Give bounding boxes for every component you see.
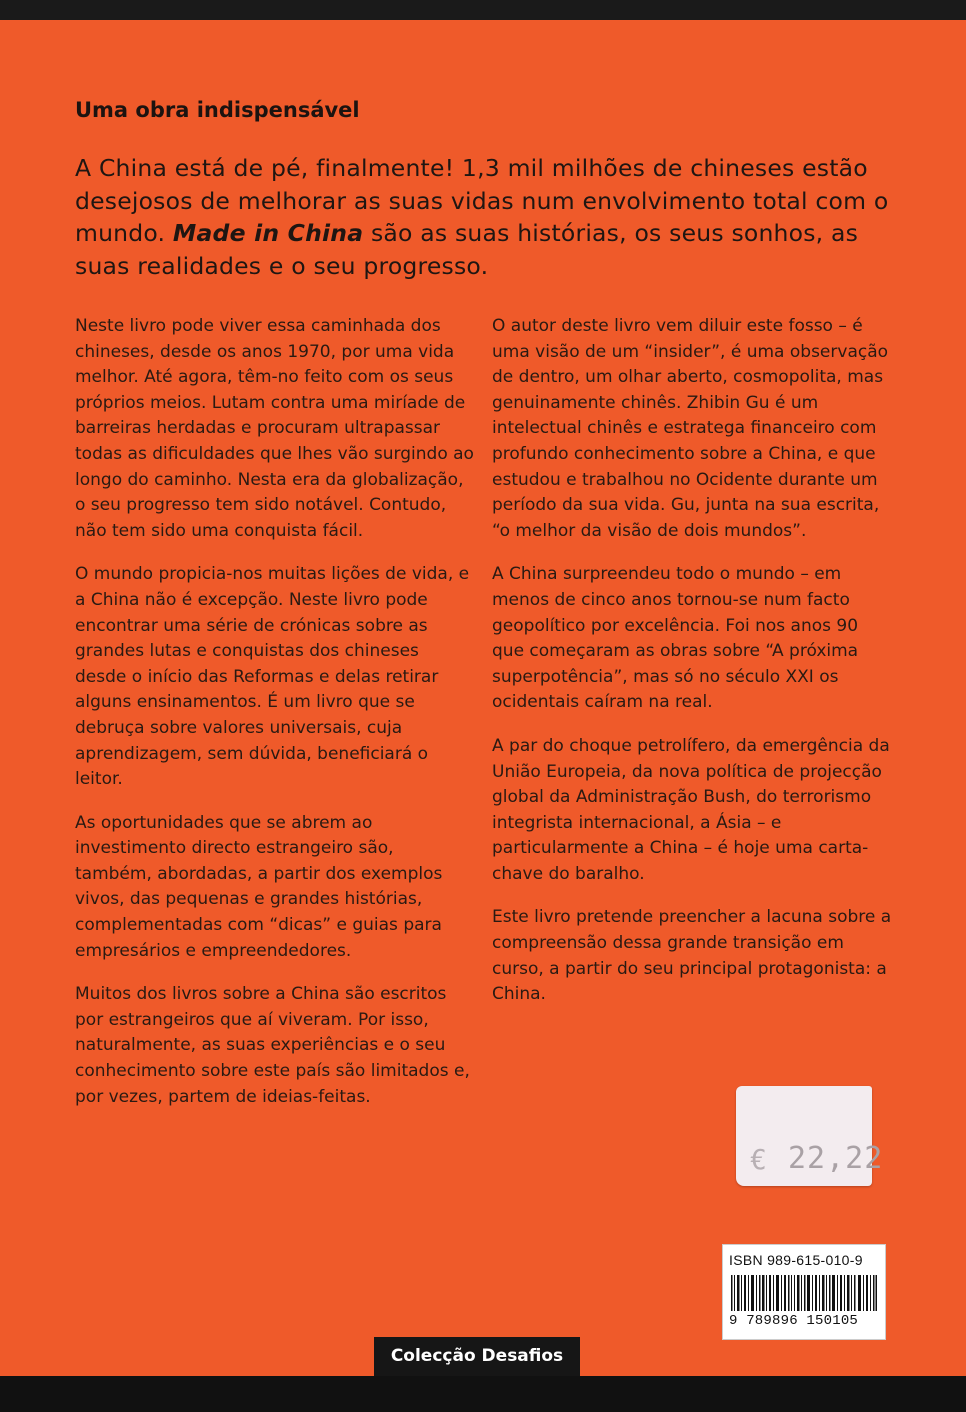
price-currency: € [750, 1143, 767, 1176]
paragraph: A par do choque petrolífero, da emergência da União Europeia, da nova política de projecção global da Administração Bush, do terrorismo integrista internacional, a Ásia – e particularmente a China – é hoje uma carta-chave do baralho. [492, 735, 890, 884]
left-column [75, 314, 475, 1128]
barcode-icon [731, 1275, 877, 1311]
book-title: Made in China [172, 219, 364, 247]
right-column [492, 314, 892, 1026]
intro-paragraph [75, 152, 895, 282]
price-sticker [736, 1086, 884, 1186]
isbn-barcode-label [722, 1244, 886, 1340]
intro-text-start: A China está de pé, finalmente! 1,3 mil milhões de chineses estão desejosos de melhorar as suas vidas num envolvimento total com o mundo. [75, 154, 889, 247]
section-heading: Uma obra indispensável [75, 98, 360, 122]
bottom-band [0, 1376, 966, 1412]
barcode-digits: 9 789896 150105 [729, 1313, 859, 1329]
paragraph: A China surpreendeu todo o mundo – em menos de cinco anos tornou-se num facto geopolítico por excelência. Foi nos anos 90 que começaram as obras sobre “A próxima superpotência”, mas só no século XXI os ocidentais caíram na real. [492, 564, 859, 713]
paragraph: O mundo propicia-nos muitas lições de vida, e a China não é excepção. Neste livro pode encontrar uma série de crónicas sobre as grandes lutas e conquistas dos chineses desde o início das Reformas e delas retirar alguns ensinamentos. É um livro que se debruça sobre valores universais, cuja aprendizagem, sem dúvida, beneficiará o leitor. [75, 564, 470, 790]
paragraph: Muitos dos livros sobre a China são escritos por estrangeiros que aí viveram. Por isso, naturalmente, as suas experiências e o seu conhecimento sobre este país são limitados e, por vezes, partem de ideias-feitas. [75, 984, 470, 1107]
collection-label: Colecção Desafios [374, 1337, 580, 1376]
isbn-number: ISBN 989-615-010-9 [729, 1252, 863, 1268]
intro-text-end: são as suas histórias, os seus sonhos, as suas realidades e o seu progresso. [75, 219, 859, 280]
paragraph: Este livro pretende preencher a lacuna sobre a compreensão dessa grande transição em curso, a partir do seu principal protagonista: a China. [492, 907, 892, 1005]
paragraph: As oportunidades que se abrem ao investimento directo estrangeiro são, também, abordadas, a partir dos exemplos vivos, das pequenas e grandes histórias, complementadas com “dicas” e guias para empresários e empreendedores. [75, 812, 443, 961]
paragraph: Neste livro pode viver essa caminhada dos chineses, desde os anos 1970, por uma vida melhor. Até agora, têm-no feito com os seus próprios meios. Lutam contra uma miríade de barreiras herdadas e procuram ultrapassar todas as dificuldades que lhes vão surgindo ao longo do caminho. Nesta era da globalização, o seu progresso tem sido notável. Contudo, não tem sido uma conquista fácil. [75, 316, 474, 541]
price-value: 22,22 [788, 1141, 884, 1176]
paragraph: O autor deste livro vem diluir este fosso – é uma visão de um “insider”, é uma observação de dentro, um olhar aberto, cosmopolita, mas genuinamente chinês. Zhibin Gu é um intelectual chinês e estratega financeiro com profundo conhecimento sobre a China, e que estudou e trabalhou no Ocidente durante um período da sua vida. Gu, junta na sua escrita, “o melhor da visão de dois mundos”. [492, 316, 889, 541]
